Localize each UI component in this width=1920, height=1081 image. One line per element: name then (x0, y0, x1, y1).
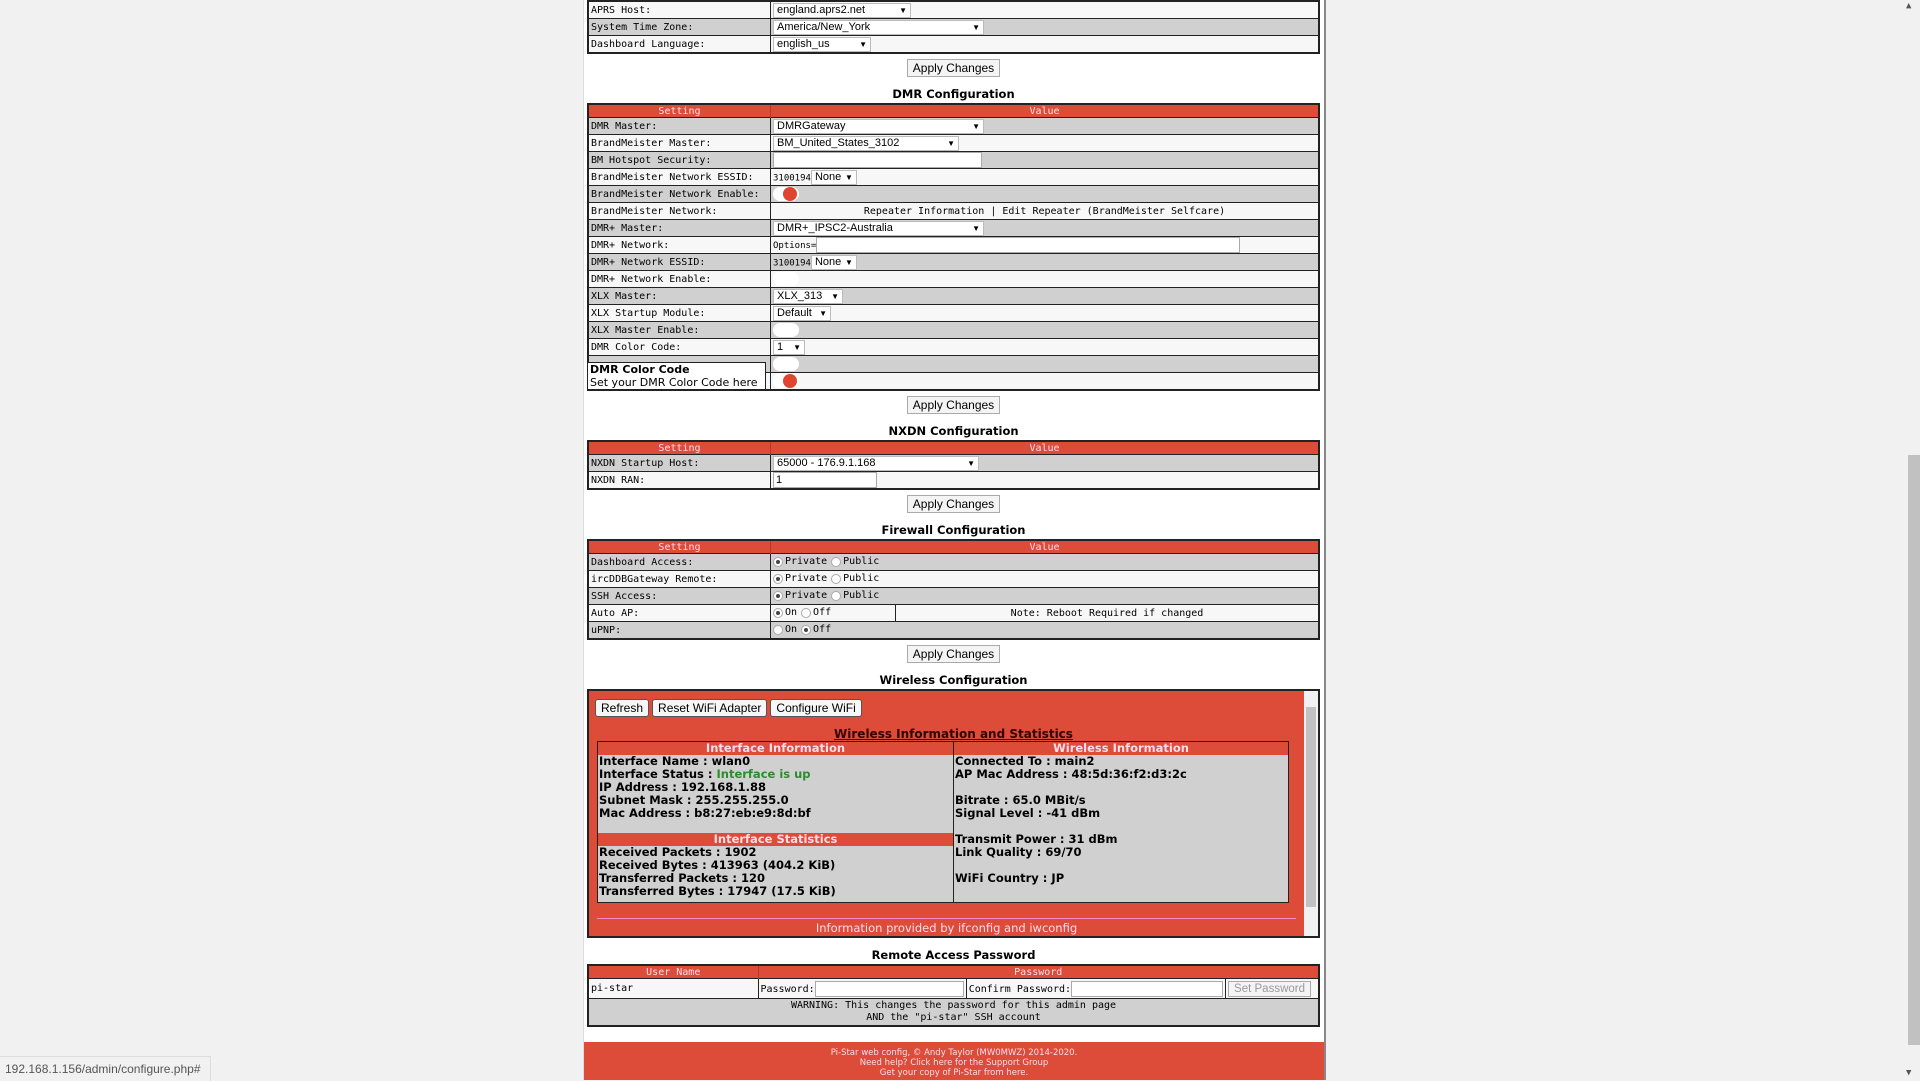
radio-label: Public (843, 590, 880, 602)
firewall-setting-label: Dashboard Access: (588, 554, 771, 571)
config-page (583, 0, 1326, 1080)
radio-option-2[interactable] (801, 625, 811, 635)
dmrplus-master-value: DMR+_IPSC2-Australia (777, 221, 893, 234)
xlx-module-label: XLX Startup Module: (588, 305, 771, 322)
chevron-down-icon: ▼ (845, 172, 853, 182)
dmr-table-wrap (587, 103, 1320, 391)
chevron-down-icon: ▼ (819, 308, 827, 318)
chevron-down-icon: ▼ (947, 138, 955, 148)
dmrplus-essid-prefix: 3100194 (773, 258, 811, 268)
color-code-select[interactable] (773, 340, 805, 355)
transferred-bytes: Transferred Bytes : 17947 (17.5 KiB) (599, 884, 836, 898)
chevron-down-icon: ▼ (899, 5, 907, 15)
table-row (588, 169, 1319, 186)
wireless-info-grid (597, 741, 1289, 903)
bm-master-select[interactable] (773, 136, 959, 151)
radio-option-1[interactable] (773, 557, 783, 567)
wireless-info-title: Wireless Information and Statistics (834, 727, 1073, 741)
radio-label: On (785, 624, 798, 636)
chevron-down-icon: ▼ (967, 458, 975, 468)
password-input[interactable] (815, 981, 964, 997)
table-row (588, 220, 1319, 237)
nxdn-config-table (587, 440, 1320, 490)
timezone-label: System Time Zone: (588, 19, 771, 36)
radio-option-2[interactable] (831, 557, 841, 567)
dmr-master-label: DMR Master: (588, 118, 771, 135)
bm-essid-prefix: 3100194 (773, 173, 811, 183)
password-warning-line1: WARNING: This changes the password for this admin page (790, 1000, 1117, 1011)
table-row (588, 135, 1319, 152)
chevron-down-icon: ▼ (831, 291, 839, 301)
interface-status-label: Interface Status : (599, 767, 717, 781)
footer-support-link[interactable]: Need help? Click here for the Support Group (859, 1058, 1049, 1068)
xlx-enable-label: XLX Master Enable: (588, 322, 771, 339)
embedded-lc-toggle[interactable] (773, 374, 799, 388)
dmr-master-value: DMRGateway (777, 119, 846, 132)
set-password-button[interactable]: Set Password (1228, 981, 1311, 997)
aprs-host-label: APRS Host: (588, 1, 771, 19)
received-packets: Received Packets : 1902 (599, 845, 757, 859)
dmrplus-network-input[interactable] (816, 237, 1240, 253)
link-separator: | (990, 205, 997, 217)
table-row (588, 254, 1319, 271)
xlx-master-select[interactable] (773, 289, 843, 304)
table-row (588, 588, 1319, 605)
radio-option-2[interactable] (801, 608, 811, 618)
bm-essid-value: None (814, 170, 842, 183)
table-row (588, 472, 1319, 490)
reset-wifi-button[interactable]: Reset WiFi Adapter (652, 699, 767, 717)
table-row (588, 571, 1319, 588)
xlx-master-label: XLX Master: (588, 288, 771, 305)
password-warning-line2: AND the "pi-star" SSH account (866, 1012, 1041, 1023)
chevron-down-icon: ▼ (845, 257, 853, 267)
dmrplus-master-label: DMR+ Master: (588, 220, 771, 237)
radio-label: Private (785, 573, 828, 585)
dmrplus-enable-label: DMR+ Network Enable: (588, 271, 771, 288)
dmr-master-select[interactable] (773, 119, 984, 134)
dmrplus-enable-toggle[interactable] (773, 272, 799, 286)
setting-header: Setting (588, 104, 771, 118)
firewall-options-cell (771, 554, 1320, 571)
tooltip-title: DMR Color Code (590, 363, 690, 376)
wireless-column (954, 742, 1288, 902)
setting-header: Setting (588, 540, 771, 554)
user-name-value: pi-star (588, 979, 758, 999)
bm-essid-select[interactable] (811, 170, 857, 185)
xlx-module-value: Default (777, 306, 812, 319)
firewall-config-table (587, 539, 1320, 640)
interface-name: Interface Name : wlan0 (599, 754, 751, 768)
radio-label: Public (843, 573, 880, 585)
page-footer (584, 1042, 1324, 1080)
password-header: Password (758, 965, 1319, 979)
radio-option-1[interactable] (773, 574, 783, 584)
scrollbar-thumb[interactable] (1908, 455, 1920, 1045)
nxdn-host-select[interactable] (773, 456, 979, 471)
interface-status-value: Interface is up (716, 767, 811, 781)
wireless-panel (587, 689, 1320, 938)
dmr-section-title: DMR Configuration (892, 87, 1015, 101)
wireless-footer-note: Information provided by ifconfig and iwconfig (597, 918, 1296, 935)
setting-header: Setting (588, 441, 771, 455)
wifi-country: WiFi Country : JP (955, 871, 1065, 885)
nxdn-ran-label: NXDN RAN: (588, 472, 771, 490)
aprs-host-select[interactable] (773, 3, 911, 18)
nxdn-section-title: NXDN Configuration (888, 424, 1019, 438)
apply-changes-button[interactable]: Apply Changes (907, 645, 1000, 663)
wireless-info-header: Wireless Information (954, 742, 1288, 755)
edit-repeater-link[interactable]: Edit Repeater (BrandMeister Selfcare) (1002, 205, 1226, 217)
firewall-options-cell (771, 622, 1320, 640)
table-row (588, 999, 1319, 1027)
received-bytes: Received Bytes : 413963 (404.2 KiB) (599, 858, 836, 872)
dmrplus-essid-select[interactable] (811, 255, 857, 270)
chevron-down-icon: ▼ (972, 223, 980, 233)
radio-option-2[interactable] (831, 591, 841, 601)
table-row (588, 19, 1319, 36)
bitrate: Bitrate : 65.0 MBit/s (955, 793, 1086, 807)
footer-copyright-link[interactable]: Pi-Star web config, © Andy Taylor (MW0MWZ) 2014-2020. (830, 1048, 1078, 1058)
interface-stats-header: Interface Statistics (598, 833, 953, 846)
ip-address: IP Address : 192.168.1.88 (599, 780, 766, 794)
signal-level: Signal Level : -41 dBm (955, 806, 1101, 820)
transferred-packets: Transferred Packets : 120 (599, 871, 766, 885)
table-row (588, 455, 1319, 472)
bm-enable-label: BrandMeister Network Enable: (588, 186, 771, 203)
password-table (587, 964, 1320, 1027)
table-row (588, 1, 1319, 19)
firewall-setting-label: ircDDBGateway Remote: (588, 571, 771, 588)
firewall-section-title: Firewall Configuration (881, 523, 1026, 537)
dmr-config-table (587, 103, 1320, 391)
dmrplus-master-select[interactable] (773, 221, 984, 236)
value-header: Value (771, 104, 1320, 118)
dmr-option-toggle[interactable] (773, 357, 799, 371)
radio-label: Off (813, 607, 832, 619)
subnet-mask: Subnet Mask : 255.255.255.0 (599, 793, 789, 807)
table-row (588, 203, 1319, 220)
chevron-down-icon: ▼ (793, 342, 801, 352)
bm-security-input[interactable] (773, 152, 982, 168)
bm-master-label: BrandMeister Master: (588, 135, 771, 152)
firewall-options-cell (771, 605, 896, 622)
password-section-title: Remote Access Password (871, 948, 1036, 962)
color-code-label: DMR Color Code: (588, 339, 771, 356)
toggle-knob (783, 187, 797, 201)
bm-security-label: BM Hotspot Security: (588, 152, 771, 169)
transmit-power: Transmit Power : 31 dBm (955, 832, 1118, 846)
password-label: Password: (760, 983, 815, 995)
ap-mac-address: AP Mac Address : 48:5d:36:f2:d3:2c (955, 767, 1187, 781)
tooltip-text: Set your DMR Color Code here (590, 376, 758, 389)
table-row (588, 339, 1319, 356)
table-row (588, 118, 1319, 135)
confirm-password-label: Confirm Password: (968, 983, 1072, 995)
options-prefix: Options= (773, 241, 817, 251)
timezone-select[interactable] (773, 20, 984, 35)
status-bar-url: 192.168.1.156/admin/configure.php# (0, 1056, 211, 1081)
interface-info-header: Interface Information (598, 742, 953, 755)
value-header: Value (771, 540, 1320, 554)
table-row (588, 305, 1319, 322)
scroll-down-icon[interactable]: ▼ (1906, 1068, 1912, 1078)
aprs-host-value: england.aprs2.net (777, 3, 866, 16)
radio-label: On (785, 607, 798, 619)
connected-to: Connected To : main2 (955, 754, 1095, 768)
chevron-down-icon: ▼ (859, 39, 867, 49)
firewall-options-cell (771, 571, 1320, 588)
radio-label: Private (785, 590, 828, 602)
table-row (588, 554, 1319, 571)
firewall-options-cell (771, 588, 1320, 605)
bm-enable-toggle[interactable] (773, 187, 799, 201)
footer-download-link[interactable]: Get your copy of Pi-Star from here. (879, 1068, 1029, 1078)
toggle-knob (783, 374, 797, 388)
wireless-scrollbar[interactable] (1304, 691, 1318, 936)
user-name-header: User Name (588, 965, 758, 979)
wireless-section-title: Wireless Configuration (879, 673, 1028, 687)
firewall-setting-label: uPNP: (588, 622, 771, 640)
table-row (588, 36, 1319, 54)
general-config-table (587, 0, 1320, 54)
bm-network-label: BrandMeister Network: (588, 203, 771, 220)
link-quality: Link Quality : 69/70 (955, 845, 1082, 859)
repeater-info-link[interactable]: Repeater Information (863, 205, 985, 217)
table-row (588, 271, 1319, 288)
dmrplus-essid-value: None (814, 255, 842, 268)
xlx-module-select[interactable] (773, 306, 831, 321)
apply-changes-button[interactable]: Apply Changes (907, 396, 1000, 414)
xlx-master-value: XLX_313 (777, 289, 823, 302)
table-row (588, 605, 1319, 622)
chevron-down-icon: ▼ (972, 22, 980, 32)
interface-column (598, 742, 954, 902)
radio-option-1[interactable] (773, 608, 783, 618)
configure-wifi-button[interactable]: Configure WiFi (770, 699, 861, 717)
radio-option-1[interactable] (773, 625, 783, 635)
apply-changes-button[interactable]: Apply Changes (907, 495, 1000, 513)
table-row (588, 622, 1319, 640)
language-select[interactable] (773, 37, 871, 52)
language-label: Dashboard Language: (588, 36, 771, 54)
color-code-value: 1 (777, 340, 784, 353)
color-code-tooltip (587, 362, 766, 390)
table-row (588, 979, 1319, 999)
table-row (588, 186, 1319, 203)
table-row (588, 237, 1319, 254)
refresh-button[interactable]: Refresh (595, 699, 649, 717)
radio-label: Off (813, 624, 832, 636)
xlx-enable-toggle[interactable] (773, 323, 799, 337)
timezone-value: America/New_York (777, 20, 871, 33)
table-row (588, 322, 1319, 339)
value-header: Value (771, 441, 1320, 455)
nxdn-host-value: 65000 - 176.9.1.168 (777, 456, 876, 469)
scrollbar-thumb[interactable] (1306, 707, 1316, 907)
radio-option-1[interactable] (773, 591, 783, 601)
radio-label: Private (785, 556, 828, 568)
confirm-password-input[interactable] (1071, 981, 1223, 997)
language-value: english_us (777, 37, 830, 50)
radio-label: Public (843, 556, 880, 568)
table-row (588, 152, 1319, 169)
radio-option-2[interactable] (831, 574, 841, 584)
apply-changes-button[interactable]: Apply Changes (907, 59, 1000, 77)
scroll-up-icon[interactable]: ▲ (1906, 1, 1912, 11)
firewall-setting-label: SSH Access: (588, 588, 771, 605)
firewall-setting-label: Auto AP: (588, 605, 771, 622)
table-row (588, 288, 1319, 305)
reboot-note: Note: Reboot Required if changed (896, 605, 1320, 622)
mac-address: Mac Address : b8:27:eb:e9:8d:bf (599, 806, 811, 820)
bm-essid-label: BrandMeister Network ESSID: (588, 169, 771, 186)
dmrplus-network-label: DMR+ Network: (588, 237, 771, 254)
nxdn-ran-input[interactable]: 1 (773, 472, 877, 488)
bm-master-value: BM_United_States_3102 (777, 136, 900, 149)
dmrplus-essid-label: DMR+ Network ESSID: (588, 254, 771, 271)
chevron-down-icon: ▼ (972, 121, 980, 131)
nxdn-host-label: NXDN Startup Host: (588, 455, 771, 472)
page-scrollbar[interactable] (1903, 0, 1920, 1080)
